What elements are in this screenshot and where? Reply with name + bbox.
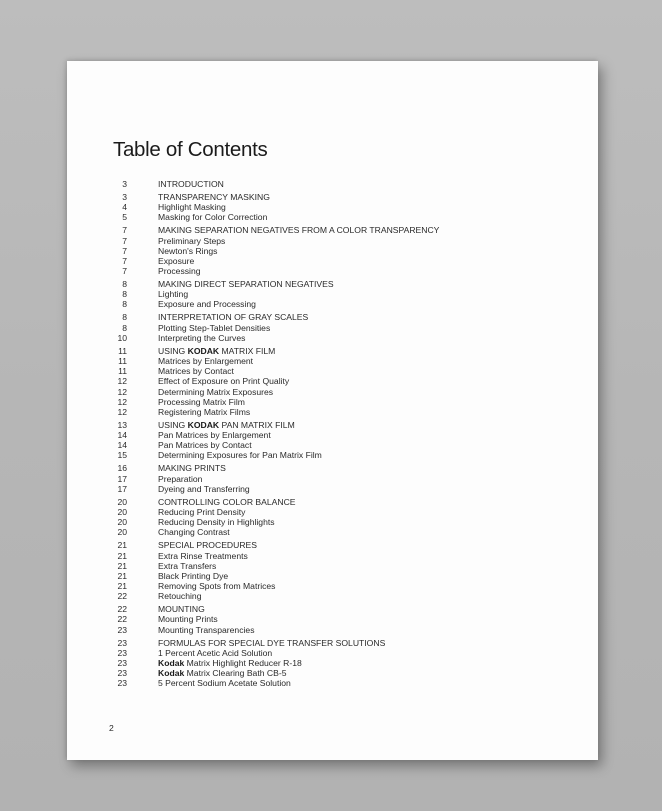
toc-entry bbox=[105, 225, 565, 235]
toc-section bbox=[105, 540, 565, 601]
toc-page-number: 23 bbox=[117, 647, 127, 658]
toc-page-number: 23 bbox=[117, 658, 127, 669]
toc-section bbox=[105, 346, 565, 417]
toc-page-number: 8 bbox=[122, 299, 127, 310]
toc-entry bbox=[105, 440, 565, 450]
toc-entry bbox=[105, 614, 565, 624]
toc-page-number: 17 bbox=[117, 473, 127, 484]
toc-entry-title bbox=[158, 387, 565, 397]
toc-page-number: 10 bbox=[117, 332, 127, 343]
toc-page-number: 7 bbox=[122, 225, 127, 236]
toc-entry bbox=[105, 356, 565, 366]
toc-entry bbox=[105, 450, 565, 460]
toc-entry bbox=[105, 192, 565, 202]
toc-entry-text: Processing Matrix Film bbox=[158, 396, 245, 407]
toc-entry-title bbox=[158, 551, 565, 561]
toc-entry-title bbox=[158, 376, 565, 386]
toc-entry-title bbox=[158, 604, 565, 614]
toc-entry bbox=[105, 474, 565, 484]
toc-entry-title bbox=[158, 192, 565, 202]
toc-entry-text: 1 Percent Acetic Acid Solution bbox=[158, 647, 273, 658]
toc-entry-title bbox=[158, 614, 565, 624]
toc-entry-text: Newton's Rings bbox=[158, 245, 218, 256]
toc-entry-title bbox=[158, 474, 565, 484]
toc-entry bbox=[105, 312, 565, 322]
toc-entry-title bbox=[158, 289, 565, 299]
brand-name: Kodak bbox=[158, 658, 185, 669]
toc-page-number: 23 bbox=[117, 624, 127, 635]
toc-entry-title bbox=[158, 648, 565, 658]
toc-entry bbox=[105, 179, 565, 189]
toc-entry-text: Determining Matrix Exposures bbox=[158, 386, 274, 397]
toc-entry bbox=[105, 299, 565, 309]
toc-page-number: 8 bbox=[122, 322, 127, 333]
toc-entry-text: MAKING DIRECT SEPARATION NEGATIVES bbox=[158, 279, 334, 290]
toc-entry bbox=[105, 323, 565, 333]
toc-entry-text: Mounting Transparencies bbox=[158, 624, 255, 635]
toc-entry-title bbox=[158, 333, 565, 343]
toc-page-number: 15 bbox=[117, 450, 127, 461]
toc-entry bbox=[105, 648, 565, 658]
toc-page-number: 22 bbox=[117, 614, 127, 625]
toc-entry-title bbox=[158, 440, 565, 450]
toc-entry-title bbox=[158, 625, 565, 635]
toc-entry-title bbox=[158, 407, 565, 417]
toc-page-number: 20 bbox=[117, 507, 127, 517]
toc-entry bbox=[105, 279, 565, 289]
toc-entry bbox=[105, 266, 565, 276]
toc-entry bbox=[105, 638, 565, 648]
toc-entry-title bbox=[158, 256, 565, 266]
toc-entry-title bbox=[158, 527, 565, 537]
toc-entry bbox=[105, 551, 565, 561]
toc-section bbox=[105, 279, 565, 310]
toc-entry bbox=[105, 668, 565, 678]
toc-page-number: 20 bbox=[117, 496, 127, 507]
brand-name: KODAK bbox=[187, 419, 220, 430]
toc-page-number: 21 bbox=[117, 540, 127, 551]
toc-entry bbox=[105, 561, 565, 571]
toc-entry-title bbox=[158, 212, 565, 222]
toc-page-number: 13 bbox=[117, 419, 127, 430]
toc-entry bbox=[105, 289, 565, 299]
brand-name: Kodak bbox=[158, 668, 185, 679]
toc-entry-text: Extra Rinse Treatments bbox=[158, 550, 248, 561]
toc-entry-text: Processing bbox=[158, 266, 201, 277]
toc-page-number: 16 bbox=[117, 463, 127, 474]
toc-entry-text: Plotting Step-Tablet Densities bbox=[158, 322, 271, 333]
toc-entry-title bbox=[158, 668, 565, 678]
toc-entry bbox=[105, 571, 565, 581]
toc-entry-text: USING bbox=[158, 345, 188, 356]
toc-entry-title bbox=[158, 450, 565, 460]
toc-entry bbox=[105, 346, 565, 356]
toc-section bbox=[105, 225, 565, 276]
toc-section bbox=[105, 497, 565, 538]
toc-entry-title bbox=[158, 507, 565, 517]
toc-entry-title bbox=[158, 312, 565, 322]
toc-page-number: 7 bbox=[122, 266, 127, 277]
toc-entry-title bbox=[158, 236, 565, 246]
toc-page-number: 21 bbox=[117, 581, 127, 592]
toc-entry bbox=[105, 376, 565, 386]
toc-entry bbox=[105, 387, 565, 397]
toc-page-number: 12 bbox=[117, 376, 127, 387]
toc-entry-text: Matrix Highlight Reducer R-18 bbox=[184, 658, 302, 669]
toc-entry-text: Pan Matrices by Enlargement bbox=[158, 430, 271, 441]
toc-entry bbox=[105, 256, 565, 266]
toc-entry bbox=[105, 658, 565, 668]
toc-entry-text: Changing Contrast bbox=[158, 527, 230, 538]
toc-entry-text: Registering Matrix Films bbox=[158, 406, 251, 417]
toc-entry-title bbox=[158, 279, 565, 289]
toc-page-number: 20 bbox=[117, 517, 127, 528]
toc-page-number: 8 bbox=[122, 289, 127, 300]
toc-entry-text: 5 Percent Sodium Acetate Solution bbox=[158, 678, 291, 689]
toc-entry-title bbox=[158, 638, 565, 648]
toc-entry-title bbox=[158, 571, 565, 581]
toc-entry-title bbox=[158, 678, 565, 688]
toc-entry bbox=[105, 236, 565, 246]
toc-page-number: 11 bbox=[118, 345, 127, 356]
toc-entry-text: PAN MATRIX FILM bbox=[219, 419, 295, 430]
toc-entry-title bbox=[158, 246, 565, 256]
document-page bbox=[67, 61, 598, 760]
toc-entry-text: MAKING SEPARATION NEGATIVES FROM A COLOR TRANSPARENCY bbox=[158, 225, 440, 236]
toc-entry bbox=[105, 420, 565, 430]
toc-entry-text: MAKING PRINTS bbox=[158, 463, 226, 474]
toc-entry-title bbox=[158, 463, 565, 473]
toc-entry-text: Interpreting the Curves bbox=[158, 332, 246, 343]
toc-entry bbox=[105, 540, 565, 550]
page-title: Table of Contents bbox=[113, 138, 268, 161]
toc-entry-text: Preparation bbox=[158, 473, 203, 484]
toc-entry-text: Masking for Color Correction bbox=[158, 212, 268, 223]
toc-entry-title bbox=[158, 323, 565, 333]
toc-page-number: 20 bbox=[117, 527, 127, 538]
toc-page-number: 14 bbox=[117, 440, 127, 451]
toc-entry-text: Exposure bbox=[158, 255, 195, 266]
toc-entry-text: Reducing Density in Highlights bbox=[158, 517, 275, 528]
toc-entry-title bbox=[158, 299, 565, 309]
toc-page-number: 12 bbox=[117, 386, 127, 397]
toc-entry-title bbox=[158, 346, 565, 356]
toc-entry-text: Matrices by Contact bbox=[158, 366, 234, 377]
toc-page-number: 22 bbox=[117, 604, 127, 615]
toc-entry-text: Exposure and Processing bbox=[158, 299, 256, 310]
toc-entry-text: Retouching bbox=[158, 591, 202, 602]
toc-section bbox=[105, 463, 565, 494]
toc-entry-text: INTRODUCTION bbox=[158, 179, 224, 189]
toc-entry-title bbox=[158, 366, 565, 376]
toc-page-number: 5 bbox=[122, 212, 127, 223]
toc-entry-title bbox=[158, 497, 565, 507]
toc-entry-text: USING bbox=[158, 419, 188, 430]
toc-entry-title bbox=[158, 561, 565, 571]
toc-entry bbox=[105, 202, 565, 212]
toc-entry-text: MOUNTING bbox=[158, 604, 205, 615]
toc-entry-title bbox=[158, 202, 565, 212]
toc-page-number: 23 bbox=[117, 678, 127, 689]
toc-entry-title bbox=[158, 430, 565, 440]
toc-entry bbox=[105, 604, 565, 614]
toc-page-number: 7 bbox=[122, 245, 127, 256]
toc-entry-text: Lighting bbox=[158, 289, 189, 300]
toc-entry bbox=[105, 527, 565, 537]
toc-page-number: 11 bbox=[118, 366, 127, 377]
toc-page-number: 4 bbox=[122, 202, 127, 213]
toc-entry-title bbox=[158, 356, 565, 366]
toc-page-number: 8 bbox=[122, 279, 127, 290]
toc-page-number: 21 bbox=[117, 570, 127, 581]
toc-entry-text: SPECIAL PROCEDURES bbox=[158, 540, 258, 551]
toc-entry-text: Dyeing and Transferring bbox=[158, 483, 250, 494]
page-number: 2 bbox=[109, 723, 114, 733]
toc-entry bbox=[105, 625, 565, 635]
toc-page-number: 8 bbox=[122, 312, 127, 323]
toc-entry bbox=[105, 333, 565, 343]
toc-entry-text: Reducing Print Density bbox=[158, 507, 246, 517]
toc-entry bbox=[105, 484, 565, 494]
toc-entry bbox=[105, 407, 565, 417]
table-of-contents bbox=[105, 179, 565, 691]
toc-entry-text: FORMULAS FOR SPECIAL DYE TRANSFER SOLUTIONS bbox=[158, 637, 386, 648]
toc-page-number: 12 bbox=[117, 396, 127, 407]
toc-entry bbox=[105, 212, 565, 222]
toc-entry bbox=[105, 430, 565, 440]
toc-entry-text: Mounting Prints bbox=[158, 614, 218, 625]
toc-page-number: 3 bbox=[122, 179, 127, 189]
toc-entry-text: Matrix Clearing Bath CB-5 bbox=[184, 668, 287, 679]
toc-entry-text: CONTROLLING COLOR BALANCE bbox=[158, 496, 296, 507]
toc-entry-text: Preliminary Steps bbox=[158, 235, 226, 246]
toc-entry bbox=[105, 497, 565, 507]
toc-page-number: 11 bbox=[118, 355, 127, 366]
toc-entry bbox=[105, 246, 565, 256]
toc-entry-text: Black Printing Dye bbox=[158, 570, 229, 581]
toc-entry-title bbox=[158, 658, 565, 668]
toc-page-number: 17 bbox=[117, 483, 127, 494]
toc-section bbox=[105, 179, 565, 189]
toc-entry-title bbox=[158, 591, 565, 601]
toc-entry bbox=[105, 517, 565, 527]
toc-entry bbox=[105, 463, 565, 473]
toc-entry bbox=[105, 507, 565, 517]
toc-entry bbox=[105, 581, 565, 591]
toc-section bbox=[105, 312, 565, 343]
toc-entry-text: Extra Transfers bbox=[158, 560, 217, 571]
toc-page-number: 23 bbox=[117, 637, 127, 648]
toc-entry-text: Effect of Exposure on Print Quality bbox=[158, 376, 290, 387]
toc-entry bbox=[105, 678, 565, 688]
toc-entry-text: INTERPRETATION OF GRAY SCALES bbox=[158, 312, 309, 323]
toc-entry-title bbox=[158, 179, 565, 189]
toc-entry-title bbox=[158, 397, 565, 407]
toc-entry-title bbox=[158, 540, 565, 550]
toc-entry-text: Removing Spots from Matrices bbox=[158, 581, 276, 592]
toc-page-number: 22 bbox=[117, 591, 127, 602]
toc-entry-title bbox=[158, 225, 565, 235]
toc-page-number: 12 bbox=[117, 406, 127, 417]
toc-entry-text: Pan Matrices by Contact bbox=[158, 440, 252, 451]
toc-page-number: 7 bbox=[122, 235, 127, 246]
toc-entry-text: Matrices by Enlargement bbox=[158, 355, 254, 366]
toc-entry-title bbox=[158, 420, 565, 430]
toc-section bbox=[105, 638, 565, 689]
toc-section bbox=[105, 192, 565, 223]
toc-entry bbox=[105, 366, 565, 376]
toc-page-number: 7 bbox=[122, 255, 127, 266]
toc-entry-text: Highlight Masking bbox=[158, 202, 226, 213]
toc-page-number: 14 bbox=[117, 430, 127, 441]
toc-page-number: 21 bbox=[117, 560, 127, 571]
toc-entry-text: TRANSPARENCY MASKING bbox=[158, 191, 270, 202]
toc-entry-title bbox=[158, 484, 565, 494]
toc-page-number: 3 bbox=[122, 191, 127, 202]
toc-section bbox=[105, 420, 565, 461]
toc-section bbox=[105, 604, 565, 635]
toc-entry-text: MATRIX FILM bbox=[219, 345, 276, 356]
toc-entry bbox=[105, 397, 565, 407]
toc-entry-title bbox=[158, 517, 565, 527]
toc-entry-title bbox=[158, 581, 565, 591]
toc-entry-text: Determining Exposures for Pan Matrix Film bbox=[158, 450, 322, 461]
toc-entry-title bbox=[158, 266, 565, 276]
brand-name: KODAK bbox=[187, 345, 220, 356]
toc-page-number: 21 bbox=[117, 550, 127, 561]
toc-entry bbox=[105, 591, 565, 601]
toc-page-number: 23 bbox=[117, 668, 127, 679]
